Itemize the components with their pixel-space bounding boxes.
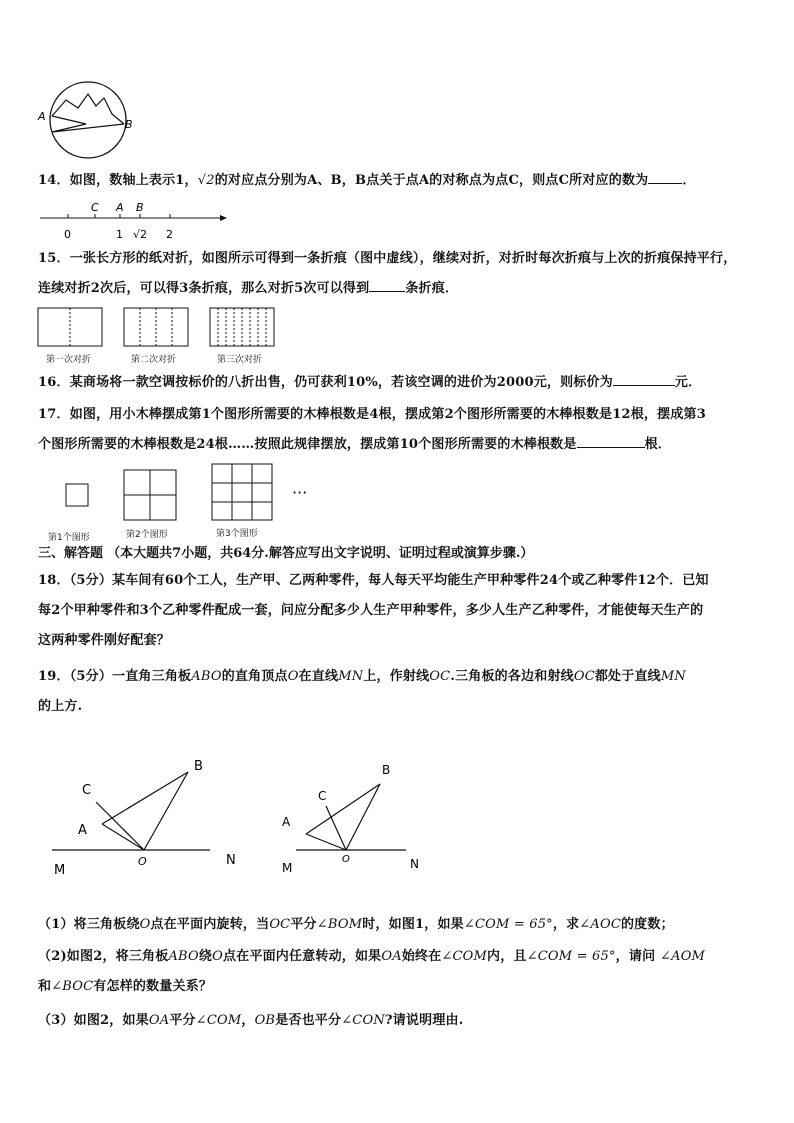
fig2-label-m: M [282, 861, 293, 875]
fig2-label-n: N [410, 857, 419, 871]
q19-figure-1 [48, 752, 248, 880]
figure-13 [36, 80, 146, 160]
fig1-label-b: B [194, 759, 203, 774]
section-3-header: 三、解答题 （本大题共7小题，共64分.解答应写出文字说明、证明过程或演算步骤.） [38, 546, 534, 561]
fold-caption-2: 第二次对折 [131, 355, 177, 365]
grid-3 [212, 464, 272, 520]
question-14: 14．如图，数轴上表示1，√2的对应点分别为A、B，B点关于点A的对称点为点C，则点C所对应的数为 ． [38, 166, 758, 196]
fig2-label-b: B [382, 763, 391, 777]
question-16: 16．某商场将一款空调按标价的八折出售，仍可获利10%，若该空调的进价为2000元，则标价为 元． [38, 368, 758, 398]
q15-answer-blank[interactable] [369, 277, 405, 292]
fig2-label-o: O [342, 854, 350, 865]
question-19: 19．（5分）一直角三角板ABO的直角顶点O在直线MN上，作射线OC.三角板的各边和射线OC都处于直线MN 的上方. [38, 669, 686, 714]
fig1-label-n: N [226, 853, 236, 868]
q19-part-1: （1）将三角板绕O点在平面内旋转，当OC平分∠BOM时，如图1，如果∠COM = 65°，求∠AOC的度数； [38, 917, 674, 932]
fig1-label-a: A [78, 823, 87, 838]
continuation-dots: ··· [292, 483, 308, 502]
fold-caption-3: 第三次对折 [217, 355, 263, 365]
q16-answer-blank[interactable] [613, 371, 675, 386]
q17-answer-blank[interactable] [577, 433, 645, 448]
fig1-label-o: O [138, 855, 147, 868]
question-15: 15．一张长方形的纸对折，如图所示可得到一条折痕（图中虚线），继续对折，对折时每次折痕与上次的折痕保持平行， 连续对折2次后，可以得3条折痕，那么对折5次可以得到 条折痕． [38, 251, 737, 296]
question-18: 18．（5分）某车间有60个工人，生产甲、乙两种零件，每人每天平均能生产甲种零件24个或乙种零件12个．已知 每2个甲种零件和3个乙种零件配成一套，问应分配多少人生产甲种零件，多少人生产乙种零件，才能使每天生产的 这两种零件刚好配套？ [38, 573, 709, 648]
question-17: 17．如图，用小木棒摆成第1个图形所需要的木棒根数是4根，摆成第2个图形所需要的木棒根数是12根，摆成第3 个图形所需要的木棒根数是24根……按照此规律摆放，摆成第10个图形所需要的木棒根数是 根． [38, 407, 706, 452]
axis-letter-c: C [91, 201, 99, 214]
q19-part-3: （3）如图2，如果OA平分∠COM，OB是否也平分∠CON?请说明理由. [38, 1013, 464, 1028]
fig13-lower-zigzag [52, 116, 124, 132]
axis-tick-0: 0 [64, 228, 71, 241]
sqrt2: √2 [197, 173, 215, 188]
fig1-label-m: M [54, 863, 66, 878]
fold-caption-1: 第一次对折 [46, 355, 92, 365]
q14-answer-blank[interactable] [648, 169, 682, 184]
fig2-label-c: C [318, 789, 327, 803]
fig13-label-b: B [125, 118, 133, 131]
fold-figures [36, 306, 286, 350]
axis-tick-2: 2 [166, 228, 173, 241]
fig1-label-c: C [82, 783, 92, 798]
fig13-label-a: A [38, 110, 46, 123]
axis-letter-a: A [116, 201, 124, 214]
grid-caption-1: 第1个图形 [48, 533, 90, 543]
grid-caption-2: 第2个图形 [126, 530, 168, 540]
grid-figures [36, 462, 336, 524]
axis-letter-b: B [136, 201, 144, 214]
grid-caption-3: 第3个图形 [216, 529, 258, 539]
fig13-upper-zigzag [52, 94, 124, 124]
fig2-label-a: A [282, 815, 291, 829]
q19-figure-2 [276, 756, 436, 880]
number-line [36, 198, 236, 244]
axis-tick-1: 1 [116, 228, 123, 241]
grid-1 [66, 484, 88, 506]
axis-tick-sqrt2: √2 [133, 228, 148, 241]
q19-part-2: （2)如图2，将三角板ABO绕O点在平面内任意转动，如果OA始终在∠COM内，且∠COM = 65°，请问 ∠AOM 和∠BOC有怎样的数量关系？ [38, 949, 706, 994]
